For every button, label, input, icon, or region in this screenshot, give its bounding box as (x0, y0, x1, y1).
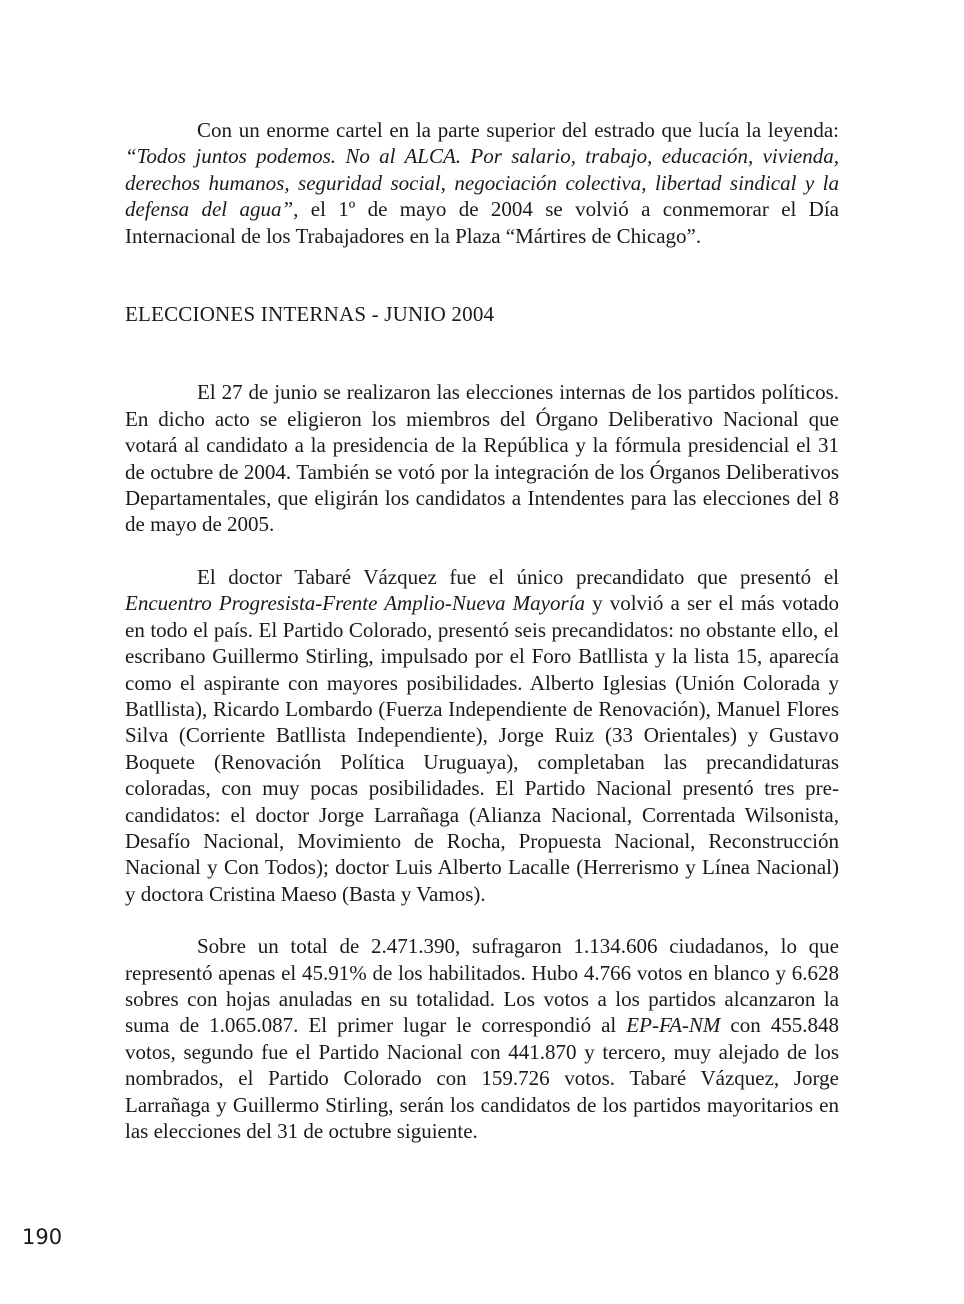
section-heading: ELECCIONES INTERNAS - JUNIO 2004 (125, 302, 495, 327)
paragraph-candidates (125, 564, 839, 907)
paragraph-text: El doctor Tabaré Vázquez fue el único precandidato que presentó el (197, 564, 839, 589)
paragraph-text: con 455.848 votos, segundo fue el Partido Nacional con 441.870 y tercero, muy alejado de los nombrados, el Partido Colorado con 159.726 votos. Tabaré Vázquez, Jorge Larrañaga y Guillermo Stirling, serán los candidatos de los partidos mayoritarios en las elecciones del 31 de octubre siguiente. (125, 1013, 839, 1143)
banner-quote: “Todos juntos podemos. No al ALCA. Por salario, trabajo, educación, vivienda, derechos humanos, seguridad social, negociación colectiva, libertad sindical y la defensa del agua”, (125, 144, 839, 222)
paragraph-text: el 1º de mayo de 2004 se volvió a conmemorar el Día Internacional de los Trabajadores en la Plaza “Mártires de Chicago”. (125, 197, 840, 248)
party-acronym-italic: EP-FA-NM (626, 1013, 721, 1038)
paragraph-text: El 27 de junio se realizaron las elecciones internas de los partidos políticos. En dicho acto se eligieron los miembros del Órgano Deliberativo Nacional que votará al candidato a la presidencia de la República y la fórmula presidencial el 31 de octubre de 2004. También se votó por la integración de los Órganos Deliberativos Departamentales, que eligirán los candidatos a Intendentes para las elecciones del 8 de mayo de 2005. (125, 380, 839, 537)
paragraph-internal-elections (125, 379, 839, 537)
paragraph-text: y volvió a ser el más votado en todo el país. El Partido Colorado, presentó seis precandidatos: no obstante ello, el escribano Guillermo Stirling, impulsado por el Foro Batllista y la lista 15, aparecía como el aspirante con mayores posibilidades. Alberto Iglesias (Unión Colorada y Batllista), Ricardo Lombardo (Fuerza Independiente de Renovación), Manuel Flores Silva (Corriente Batllista Independiente), Jorge Ruiz (33 Orientales) y Gustavo Boquete (Renovación Política Uruguaya), completaban las precandidaturas coloradas, con muy pocas posibilidades. El Partido Nacional presentó tres precandidatos: el doctor Jorge Larrañaga (Alianza Nacional, Correntada Wilsonista, Desafío Nacional, Movimiento de Rocha, Propuesta Nacional, Reconstrucción Nacional y Con Todos); doctor Luis Alberto Lacalle (Herrerismo y Línea Nacional) y doctora Cristina Maeso (Basta y Vamos). (125, 591, 839, 906)
paragraph-text: Con un enorme cartel en la parte superior del estrado que lucía la leyenda: (197, 118, 839, 142)
page-body (125, 117, 839, 1144)
paragraph-may-day (125, 117, 839, 249)
paragraph-text: Sobre un total de 2.471.390, sufragaron 1.134.606 ciudadanos, lo que representó apenas el 45.91% de los habilitados. Hubo 4.766 votos en blanco y 6.628 sobres con hojas anuladas en su totalidad. Los votos a los partidos alcanzaron la suma de 1.065.087. El primer lugar le correspondió al (125, 934, 839, 1038)
party-name-italic: Encuentro Progresista-Frente Amplio-Nueva Mayoría (125, 591, 585, 616)
paragraph-results (125, 933, 839, 1144)
page-number: 190 (22, 1225, 63, 1249)
